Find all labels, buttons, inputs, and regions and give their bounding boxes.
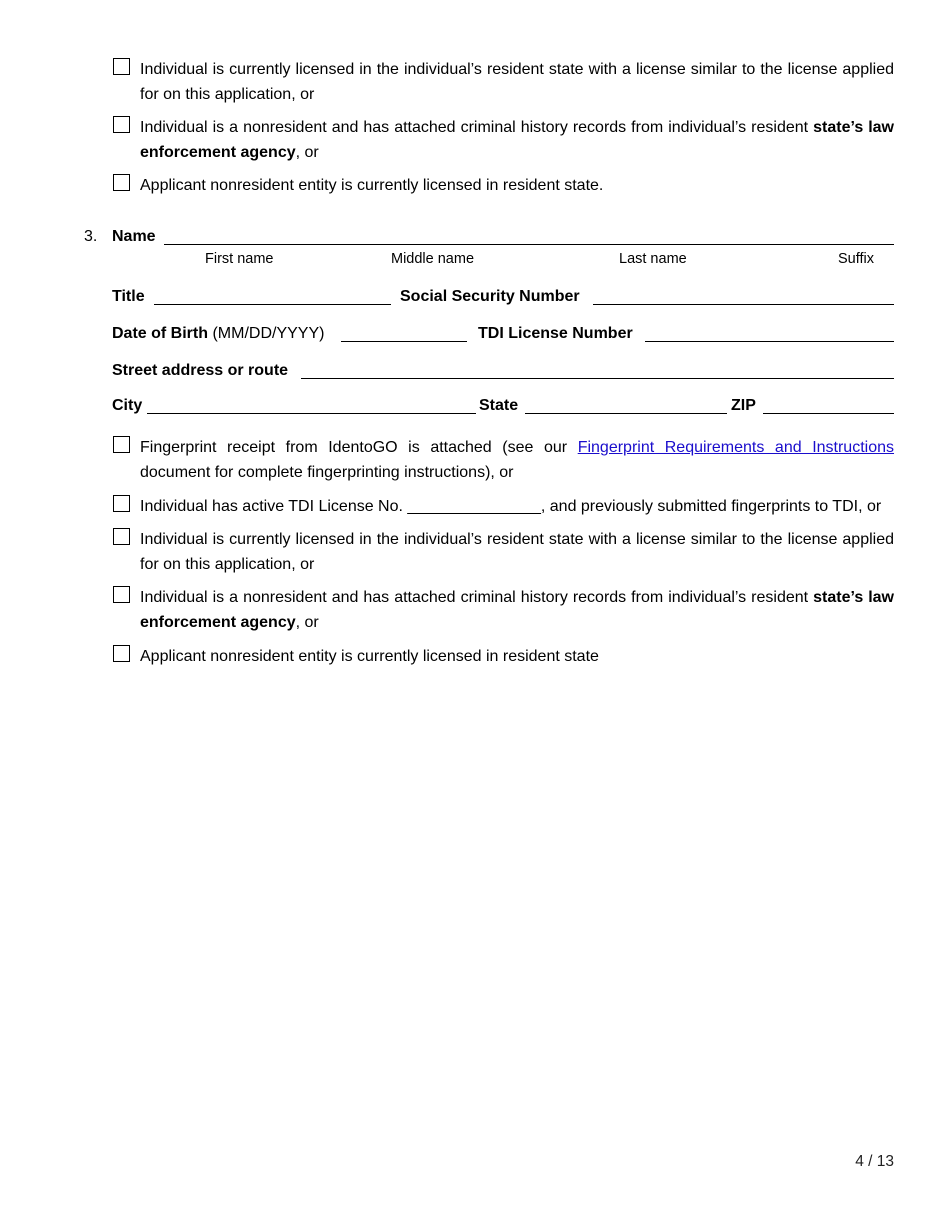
option-entity-licensed[interactable] [113, 173, 894, 198]
checkbox[interactable] [113, 436, 130, 453]
option-text: Individual is a nonresident and has attached criminal history records from individual’s resident state’s law enforcement agency, or [140, 589, 895, 631]
option-text: Fingerprint receipt from IdentoGO is attached (see our Fingerprint Requirements and Instructions document for complete fingerprinting instructions), or [140, 439, 895, 481]
name-row [112, 226, 894, 250]
title-ssn-row [112, 286, 894, 310]
page-number: 4 / 13 [855, 1153, 894, 1170]
checkbox[interactable] [113, 645, 130, 662]
option-nonresident-criminal-records-2[interactable] [113, 585, 894, 635]
last-name-sublabel: Last name [619, 251, 687, 267]
title-input-line[interactable] [154, 304, 391, 305]
option-licensed-resident-state[interactable] [113, 57, 894, 107]
zip-input-line[interactable] [763, 413, 894, 414]
tdi-license-label: TDI License Number [478, 325, 633, 342]
checkbox[interactable] [113, 58, 130, 75]
tdi-license-input-line[interactable] [645, 341, 894, 342]
name-input-line[interactable] [164, 244, 894, 245]
first-name-sublabel: First name [205, 251, 274, 267]
option-text: Individual is currently licensed in the individual’s resident state with a license similar to the license applied for on this application, or [140, 61, 894, 103]
option-text: Individual is a nonresident and has attached criminal history records from individual’s resident state’s law enforcement agency, or [140, 119, 895, 161]
option-text: Applicant nonresident entity is currently licensed in resident state. [140, 177, 604, 194]
name-label: Name [112, 228, 156, 245]
section-number: 3. [84, 228, 98, 245]
street-label: Street address or route [112, 362, 289, 379]
option-active-tdi-license[interactable] [113, 494, 894, 519]
street-row [112, 360, 894, 384]
checkbox[interactable] [113, 528, 130, 545]
option-entity-licensed-2[interactable] [113, 644, 894, 669]
middle-name-sublabel: Middle name [391, 251, 475, 267]
zip-label: ZIP [731, 397, 756, 414]
ssn-label: Social Security Number [400, 288, 580, 305]
state-label: State [479, 397, 519, 414]
title-label: Title [112, 288, 145, 305]
fingerprint-instructions-link[interactable]: Fingerprint Requirements and Instructions [577, 439, 895, 456]
city-state-zip-row [112, 395, 894, 419]
city-input-line[interactable] [147, 413, 476, 414]
dob-input-line[interactable] [341, 341, 467, 342]
option-licensed-resident-state-2[interactable] [113, 527, 894, 577]
option-text: Individual is currently licensed in the individual’s resident state with a license similar to the license applied for on this application, or [140, 531, 894, 573]
dob-format: (MM/DD/YYYY) [212, 325, 325, 342]
ssn-input-line[interactable] [593, 304, 894, 305]
option-fingerprint-receipt[interactable] [113, 435, 894, 485]
dob-label-group [112, 324, 324, 344]
checkbox[interactable] [113, 116, 130, 133]
dob-tdi-row [112, 323, 894, 347]
checkbox[interactable] [113, 586, 130, 603]
option-text: Applicant nonresident entity is currently licensed in resident state [140, 648, 599, 665]
street-input-line[interactable] [301, 378, 894, 379]
option-nonresident-criminal-records[interactable] [113, 115, 894, 165]
city-label: City [112, 397, 143, 414]
option-text: Individual has active TDI License No. _______________, and previously submitted fingerprints to TDI, or [140, 498, 882, 515]
dob-label: Date of Birth [112, 325, 208, 342]
checkbox[interactable] [113, 174, 130, 191]
checkbox[interactable] [113, 495, 130, 512]
state-input-line[interactable] [525, 413, 727, 414]
suffix-sublabel: Suffix [838, 251, 875, 267]
